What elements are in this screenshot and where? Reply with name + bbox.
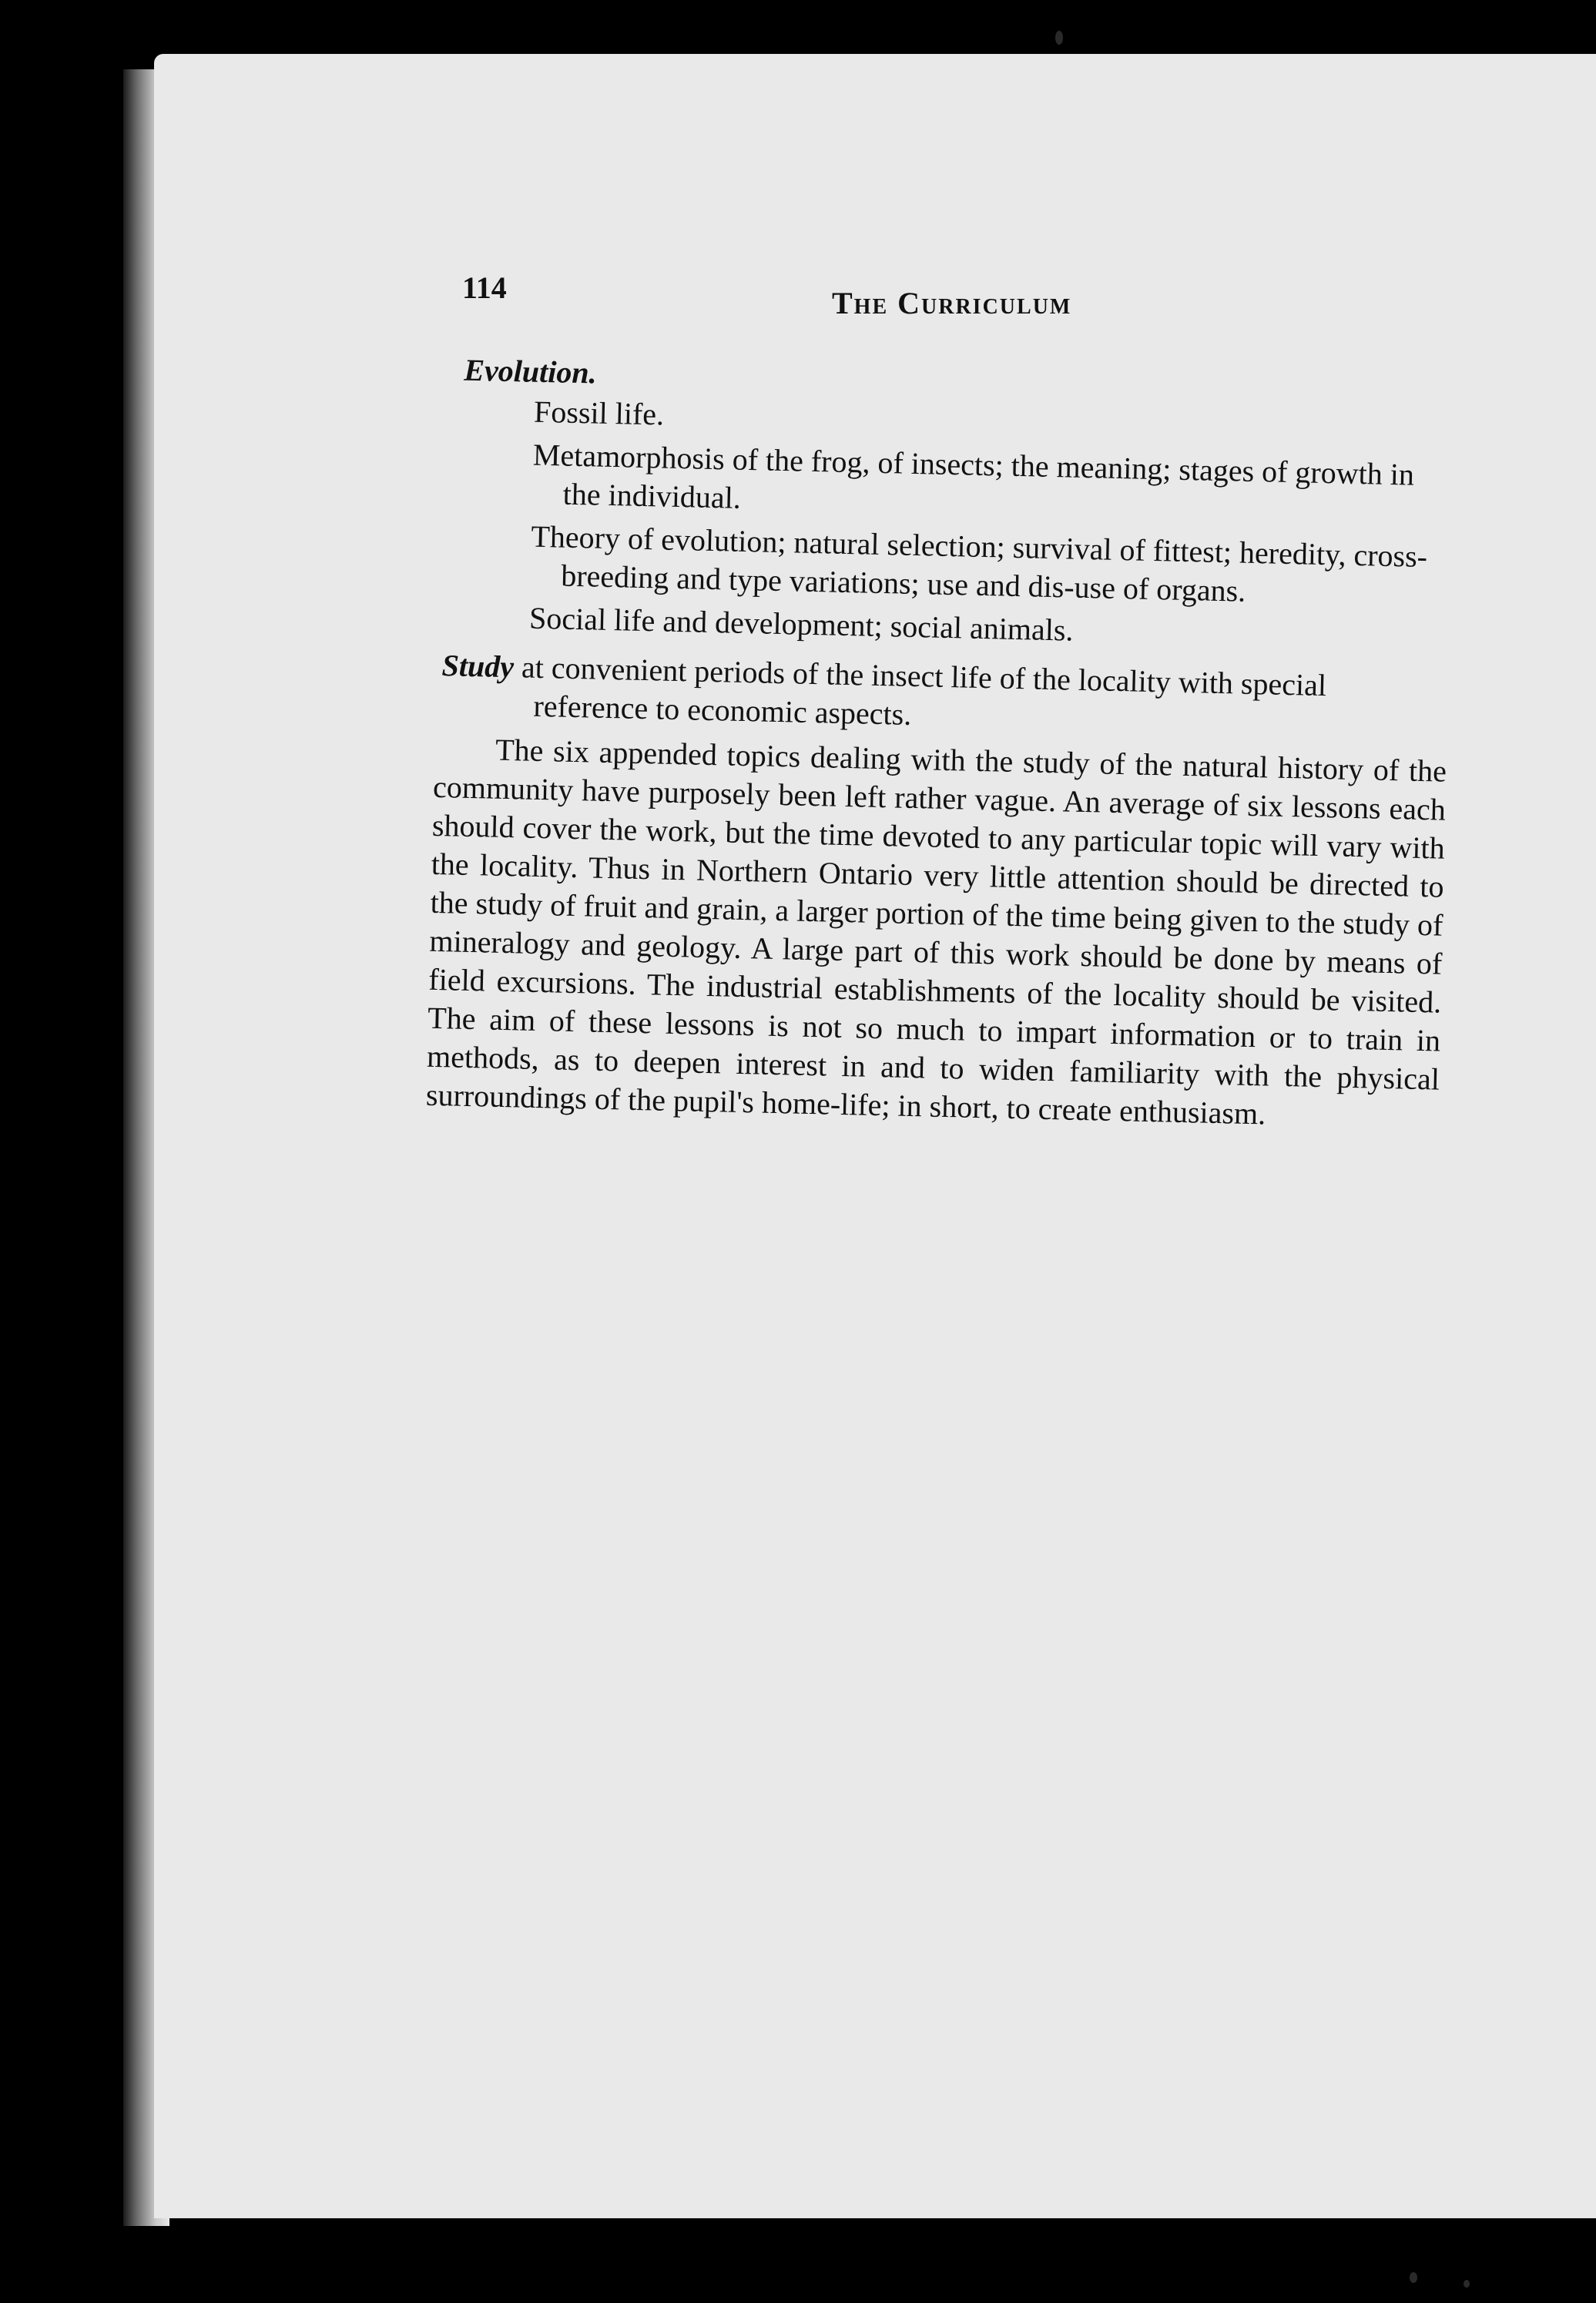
study-lead: Study	[441, 648, 515, 685]
page-number: 114	[462, 270, 507, 305]
running-head: The Curriculum	[832, 286, 1072, 320]
study-paragraph	[441, 646, 1449, 746]
list-item: Metamorphosis of the frog, of insects; the meaning; stages of growth in the individual.	[532, 437, 1415, 515]
list-item: Theory of evolution; natural selection; survival of fittest; heredity, cross-breeding and type variations; use and dis-use of organs.	[531, 518, 1428, 608]
scan-speck	[1055, 31, 1063, 45]
list-item: Fossil life.	[533, 394, 665, 432]
page-header	[462, 270, 1155, 331]
scan-speck	[1464, 2280, 1470, 2288]
page-body	[425, 350, 1455, 1138]
scan-speck	[1410, 2272, 1417, 2283]
study-text: at convenient periods of the insect life of the locality with special reference to economic aspects.	[513, 649, 1327, 732]
list-item: Social life and development; social animals.	[528, 600, 1074, 648]
section-heading: Evolution.	[463, 352, 598, 391]
body-paragraph: The six appended topics dealing with the study of the natural history of the community have purposely been left rather vague. An average of six lessons each should cover the work, but the time devoted to any particular topic will vary with the locality. Thus in Northern Ontario very little attention should be directed to the study of fruit and grain, a larger portion of the time being given to the study of mineralogy and geology. A large part of this work should be done by means of field excursions. The industrial establishments of the locality should be visited. The aim of these lessons is not so much to impart information or to train in methods, as to deepen interest in and to widen familiarity with the physical surroundings of the pupil's home-life; in short, to create enthusiasm.	[425, 732, 1447, 1131]
